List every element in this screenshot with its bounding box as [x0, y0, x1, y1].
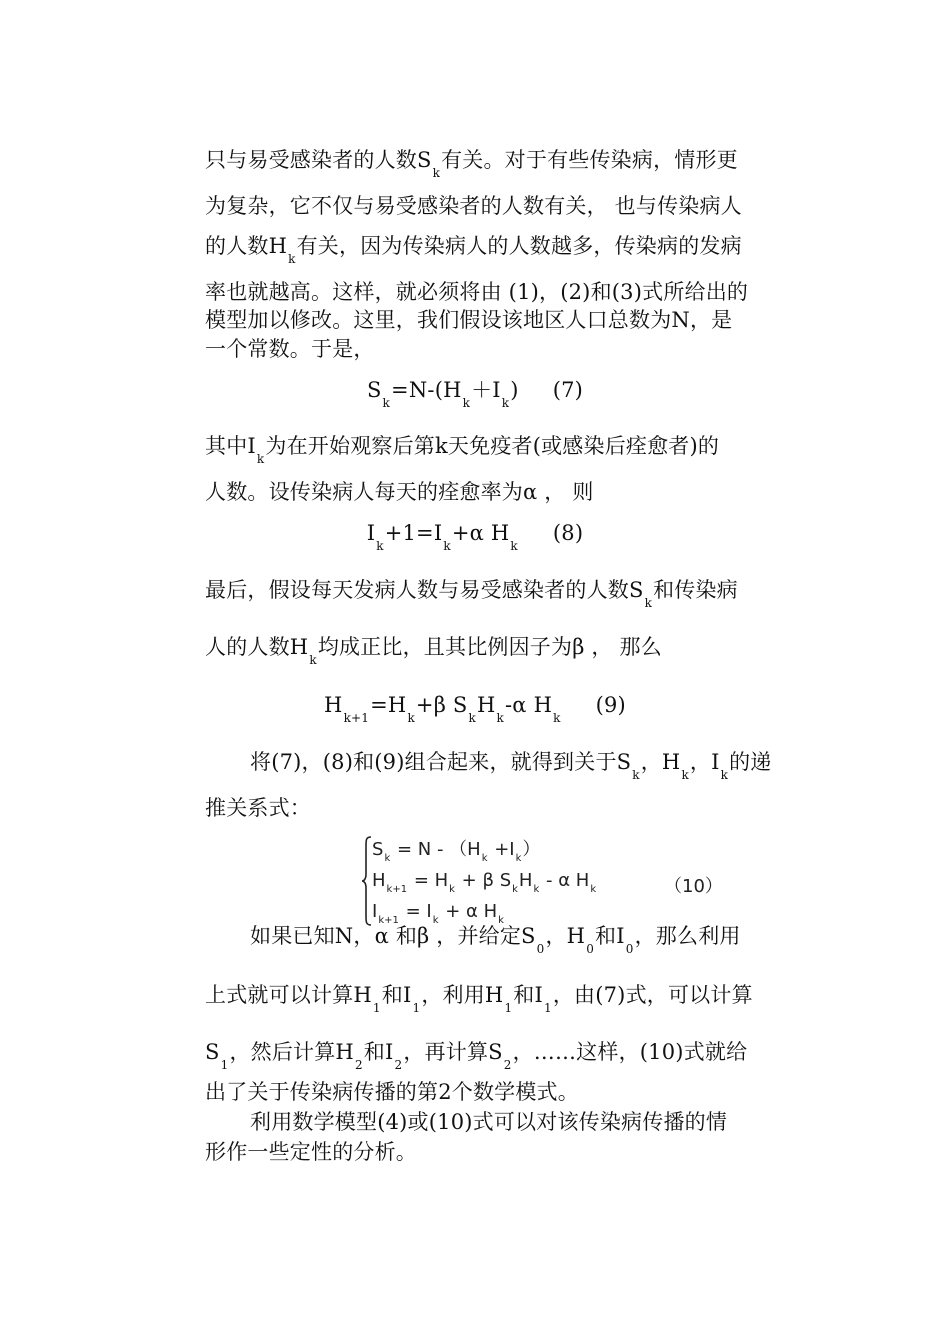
- text-segment: 将(7)，(8)和(9)组合起来，就得到关于S: [250, 750, 632, 774]
- text-segment: 和I: [363, 1040, 394, 1064]
- eq-text: +α H: [451, 521, 510, 545]
- subscript: k: [481, 853, 488, 864]
- eq-text: = H: [408, 870, 449, 891]
- subscript: k: [644, 596, 653, 610]
- eq-text: S: [366, 378, 382, 402]
- subscript: k: [720, 768, 729, 782]
- equation-number: (7): [552, 378, 584, 402]
- subscript: k: [443, 539, 451, 553]
- text-segment: ，I: [689, 750, 720, 774]
- eq-text: H: [518, 870, 533, 891]
- text-line-3: [205, 233, 742, 266]
- text-segment: 人的人数H: [205, 635, 309, 659]
- subscript: k: [449, 884, 455, 895]
- text-segment: 最后，假设每天发病人数与易受感染者的人数S: [205, 578, 644, 602]
- equation-7: [0, 377, 950, 410]
- subscript: k: [510, 539, 518, 553]
- eq-text: + α H: [439, 901, 498, 922]
- eq-text: H: [372, 870, 386, 891]
- text-segment: 的人数H: [205, 234, 288, 258]
- subscript: k: [590, 884, 597, 895]
- subscript: k: [533, 884, 540, 895]
- text-segment: ，由(7)式，可以计算: [552, 983, 753, 1007]
- equation-9: [0, 692, 950, 725]
- text-line-15: 推关系式：: [205, 796, 311, 820]
- system-row-2: [372, 871, 597, 894]
- text-segment: 上式就可以计算H: [205, 983, 372, 1007]
- text-segment: ，……这样，(10)式就给: [512, 1040, 748, 1064]
- subscript: k: [384, 853, 391, 864]
- eq-text: - α H: [540, 870, 590, 891]
- text-line-9: 人数。设传染病人每天的痊愈率为α ， 则: [205, 480, 594, 504]
- subscript: k: [681, 768, 689, 782]
- text-segment: 有关。对于有些传染病，情形更: [441, 148, 738, 172]
- eq-text: ）: [522, 839, 541, 860]
- text-segment: ，那么利用: [634, 924, 741, 948]
- subscript: k: [407, 711, 415, 725]
- equation-number: (8): [552, 521, 584, 545]
- left-brace-icon: [362, 836, 372, 926]
- text-segment: 有关，因为传染病人的人数越多，传染病的发病: [296, 234, 742, 258]
- equation-number: （10）: [664, 876, 723, 897]
- subscript: k: [501, 396, 510, 410]
- subscript: k: [496, 711, 505, 725]
- subscript: k: [256, 452, 265, 466]
- text-segment: ，然后计算H: [229, 1040, 354, 1064]
- eq-text: ): [510, 378, 519, 402]
- text-line-19: [205, 1039, 748, 1072]
- text-segment: 和I: [513, 983, 543, 1007]
- subscript: 2: [394, 1058, 403, 1072]
- equation-number: (9): [595, 693, 626, 717]
- text-line-1: [205, 147, 738, 180]
- system-row-1: [372, 840, 540, 863]
- text-segment: S: [205, 1040, 220, 1064]
- text-segment: 为在开始观察后第k天免疫者(或感染后痊愈者)的: [265, 434, 720, 458]
- text-line-8: [205, 433, 720, 466]
- subscript: k: [515, 853, 522, 864]
- subscript: 0: [625, 942, 634, 956]
- text-line-18: [205, 982, 753, 1015]
- text-line-5: 模型加以修改。这里，我们假设该地区人口总数为N，是: [205, 308, 733, 332]
- text-segment: ，H: [640, 750, 681, 774]
- eq-text: + β S: [455, 870, 512, 891]
- subscript: k: [462, 396, 471, 410]
- text-line-22: 形作一些定性的分析。: [205, 1140, 417, 1164]
- text-line-4: 率也就越高。这样，就必须将由 (1)，(2)和(3)式所给出的: [205, 280, 749, 304]
- subscript: k: [498, 915, 504, 926]
- text-line-21: 利用数学模型(4)或(10)式可以对该传染病传播的情: [250, 1110, 728, 1134]
- subscript: 1: [504, 1001, 513, 1015]
- eq-text: S: [372, 839, 384, 860]
- subscript: k: [468, 711, 477, 725]
- subscript: 2: [354, 1058, 363, 1072]
- text-segment: 其中I: [205, 434, 256, 458]
- eq-text: I: [366, 521, 376, 545]
- subscript: k: [432, 166, 441, 180]
- eq-text: -α H: [505, 693, 553, 717]
- text-segment: 均成正比，且其比例因子为β ， 那么: [317, 635, 662, 659]
- subscript: 0: [536, 942, 545, 956]
- text-segment: ，H: [545, 924, 586, 948]
- eq-text: = I: [399, 901, 432, 922]
- text-line-11: [205, 577, 738, 610]
- subscript: k+1: [386, 884, 408, 895]
- text-segment: 和I: [381, 983, 412, 1007]
- eq-text: ＋I: [471, 378, 501, 402]
- text-line-12: [205, 634, 662, 667]
- text-line-2: 为复杂，它不仅与易受感染者的人数有关， 也与传染病人: [205, 194, 742, 218]
- text-segment: ，再计算S: [403, 1040, 503, 1064]
- equation-system-10: [362, 836, 722, 928]
- subscript: 0: [586, 942, 595, 956]
- eq-text: H: [477, 693, 496, 717]
- eq-text: =H: [370, 693, 407, 717]
- text-segment: 和I: [595, 924, 625, 948]
- subscript: 1: [412, 1001, 421, 1015]
- subscript: k: [382, 396, 391, 410]
- subscript: 2: [503, 1058, 512, 1072]
- subscript: k: [376, 539, 384, 553]
- equation-8: [0, 520, 950, 553]
- subscript: k: [512, 884, 518, 895]
- subscript: k+1: [343, 711, 370, 725]
- text-segment: ，利用H: [421, 983, 504, 1007]
- subscript: k: [288, 252, 296, 266]
- text-line-20: 出了关于传染病传播的第2个数学模式。: [205, 1080, 579, 1104]
- eq-text: +β S: [415, 693, 468, 717]
- eq-text: I: [372, 901, 378, 922]
- text-segment: 如果已知N，α 和β ，并给定S: [250, 924, 536, 948]
- text-segment: 和传染病: [653, 578, 738, 602]
- text-line-14: [250, 749, 772, 782]
- subscript: 1: [220, 1058, 229, 1072]
- subscript: k: [309, 653, 317, 667]
- subscript: 1: [372, 1001, 381, 1015]
- subscript: k: [432, 915, 439, 926]
- eq-text: = N - （H: [391, 839, 481, 860]
- text-line-17: [250, 923, 741, 956]
- subscript: k: [632, 768, 640, 782]
- eq-text: +I: [488, 839, 515, 860]
- subscript: k: [553, 711, 561, 725]
- eq-text: H: [324, 693, 343, 717]
- subscript: 1: [543, 1001, 552, 1015]
- eq-text: +1=I: [384, 521, 443, 545]
- text-segment: 的递: [729, 750, 772, 774]
- system-row-3: [372, 902, 505, 925]
- subscript: k+1: [378, 915, 399, 926]
- text-segment: 只与易受感染者的人数S: [205, 148, 432, 172]
- eq-text: =N-(H: [391, 378, 462, 402]
- text-line-6: 一个常数。于是，: [205, 337, 375, 361]
